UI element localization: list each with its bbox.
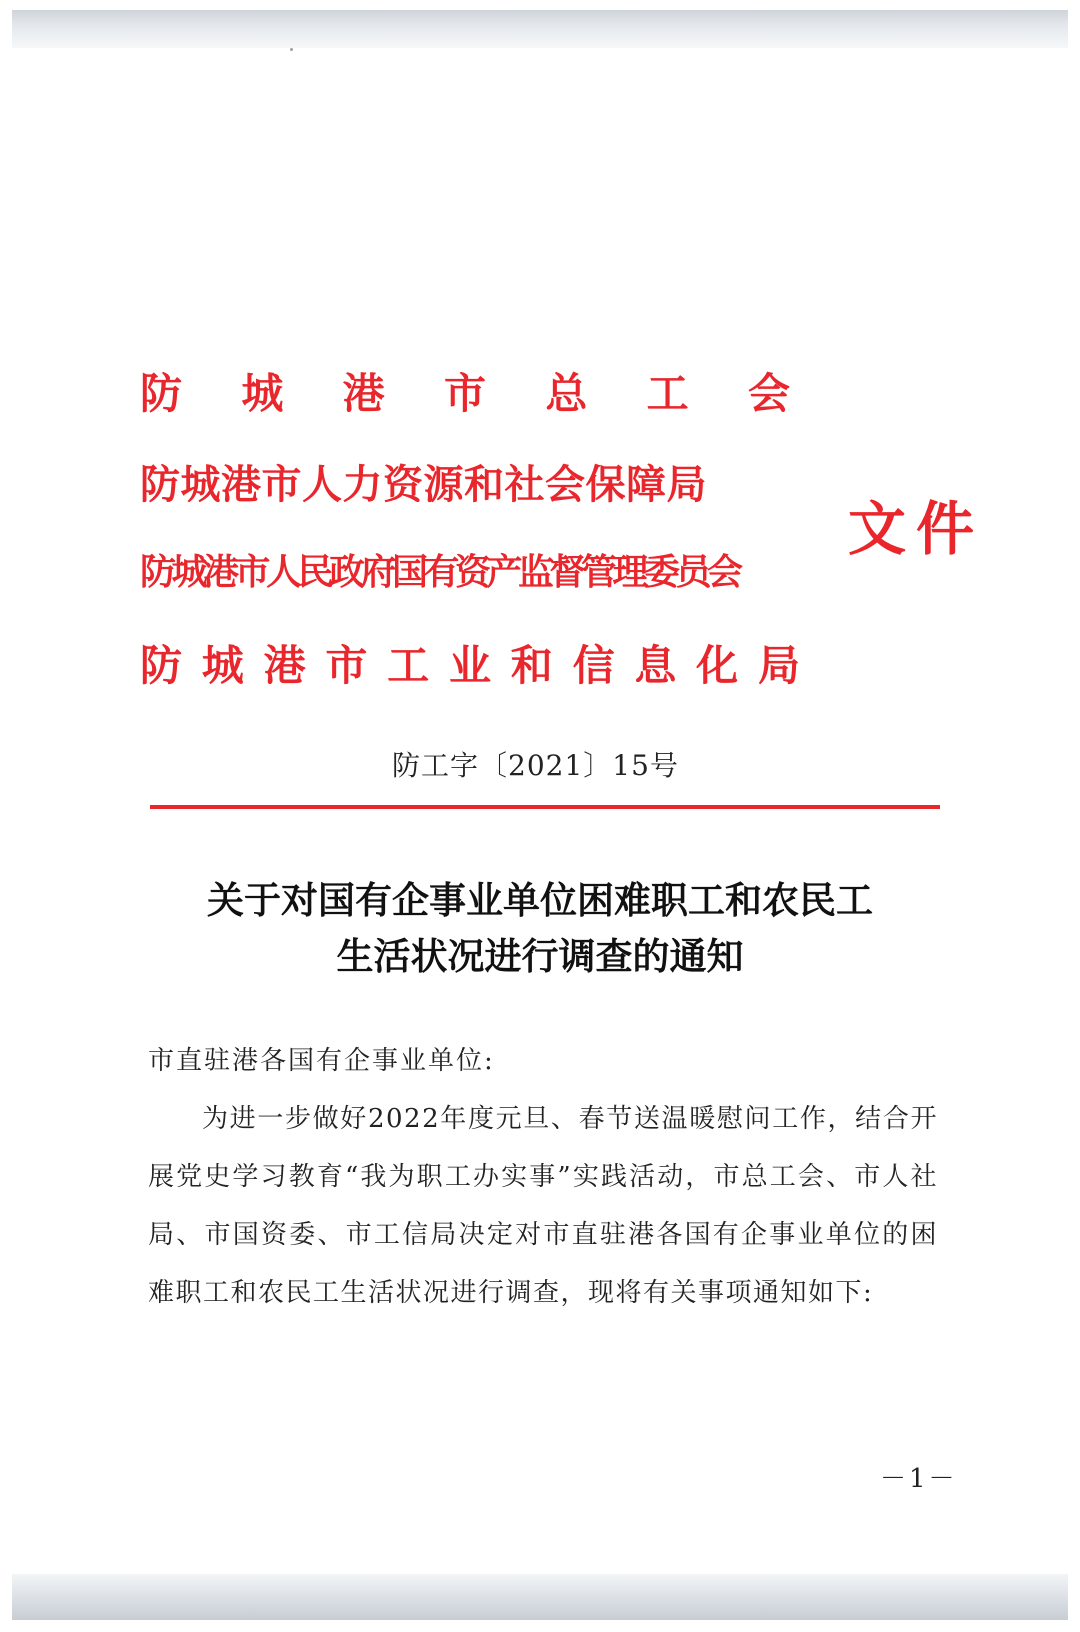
issuer-char: 港 <box>263 641 306 690</box>
issuer-char: 城 <box>241 369 284 418</box>
issuer-char: 防 <box>140 641 183 690</box>
document-suffix: 文件 <box>848 495 985 563</box>
issuer-industry-it-bureau <box>140 641 800 690</box>
issuer-char: 港 <box>342 369 385 418</box>
body-paragraph: 为进一步做好2022年度元旦、春节送温暖慰问工作，结合开展党史学习教育“我为职工办实事”实践活动，市总工会、市人社局、市国资委、市工信局决定对市直驻港各国有企事业单位的困难职工和农民工生活状况进行调查，现将有关事项通知如下: <box>148 1104 938 1308</box>
issuer-char: 息 <box>634 641 677 690</box>
issuer-federation-of-trade-unions <box>140 369 790 418</box>
scan-bottom-edge <box>12 1574 1068 1620</box>
issuer-sasac: 防城港市人民政府国有资产监督管理委员会 <box>140 552 739 593</box>
scan-dust <box>290 48 293 51</box>
page-number: －1－ <box>880 1464 958 1494</box>
issuer-char: 总 <box>545 369 588 418</box>
issuer-char: 工 <box>646 369 689 418</box>
salutation: 市直驻港各国有企事业单位: <box>148 1046 495 1076</box>
issuer-char: 城 <box>201 641 244 690</box>
title-line: 生活状况进行调查的通知 <box>336 934 744 978</box>
issuer-char: 防 <box>140 369 183 418</box>
red-divider-line <box>150 805 940 809</box>
issuer-char: 工 <box>387 641 430 690</box>
issuer-char: 业 <box>448 641 491 690</box>
document-title <box>140 872 940 984</box>
issuer-char: 市 <box>443 369 486 418</box>
issuer-char: 信 <box>572 641 615 690</box>
issuer-char: 市 <box>325 641 368 690</box>
issuer-char: 局 <box>757 641 800 690</box>
issuer-char: 化 <box>696 641 739 690</box>
issuer-char: 和 <box>510 641 553 690</box>
issuer-char: 会 <box>747 369 790 418</box>
issuer-human-resources-bureau: 防城港市人力资源和社会保障局 <box>140 462 707 508</box>
title-line: 关于对国有企事业单位困难职工和农民工 <box>207 878 873 922</box>
document-number: 防工字〔2021〕15号 <box>392 749 679 782</box>
scan-top-edge <box>12 10 1068 48</box>
